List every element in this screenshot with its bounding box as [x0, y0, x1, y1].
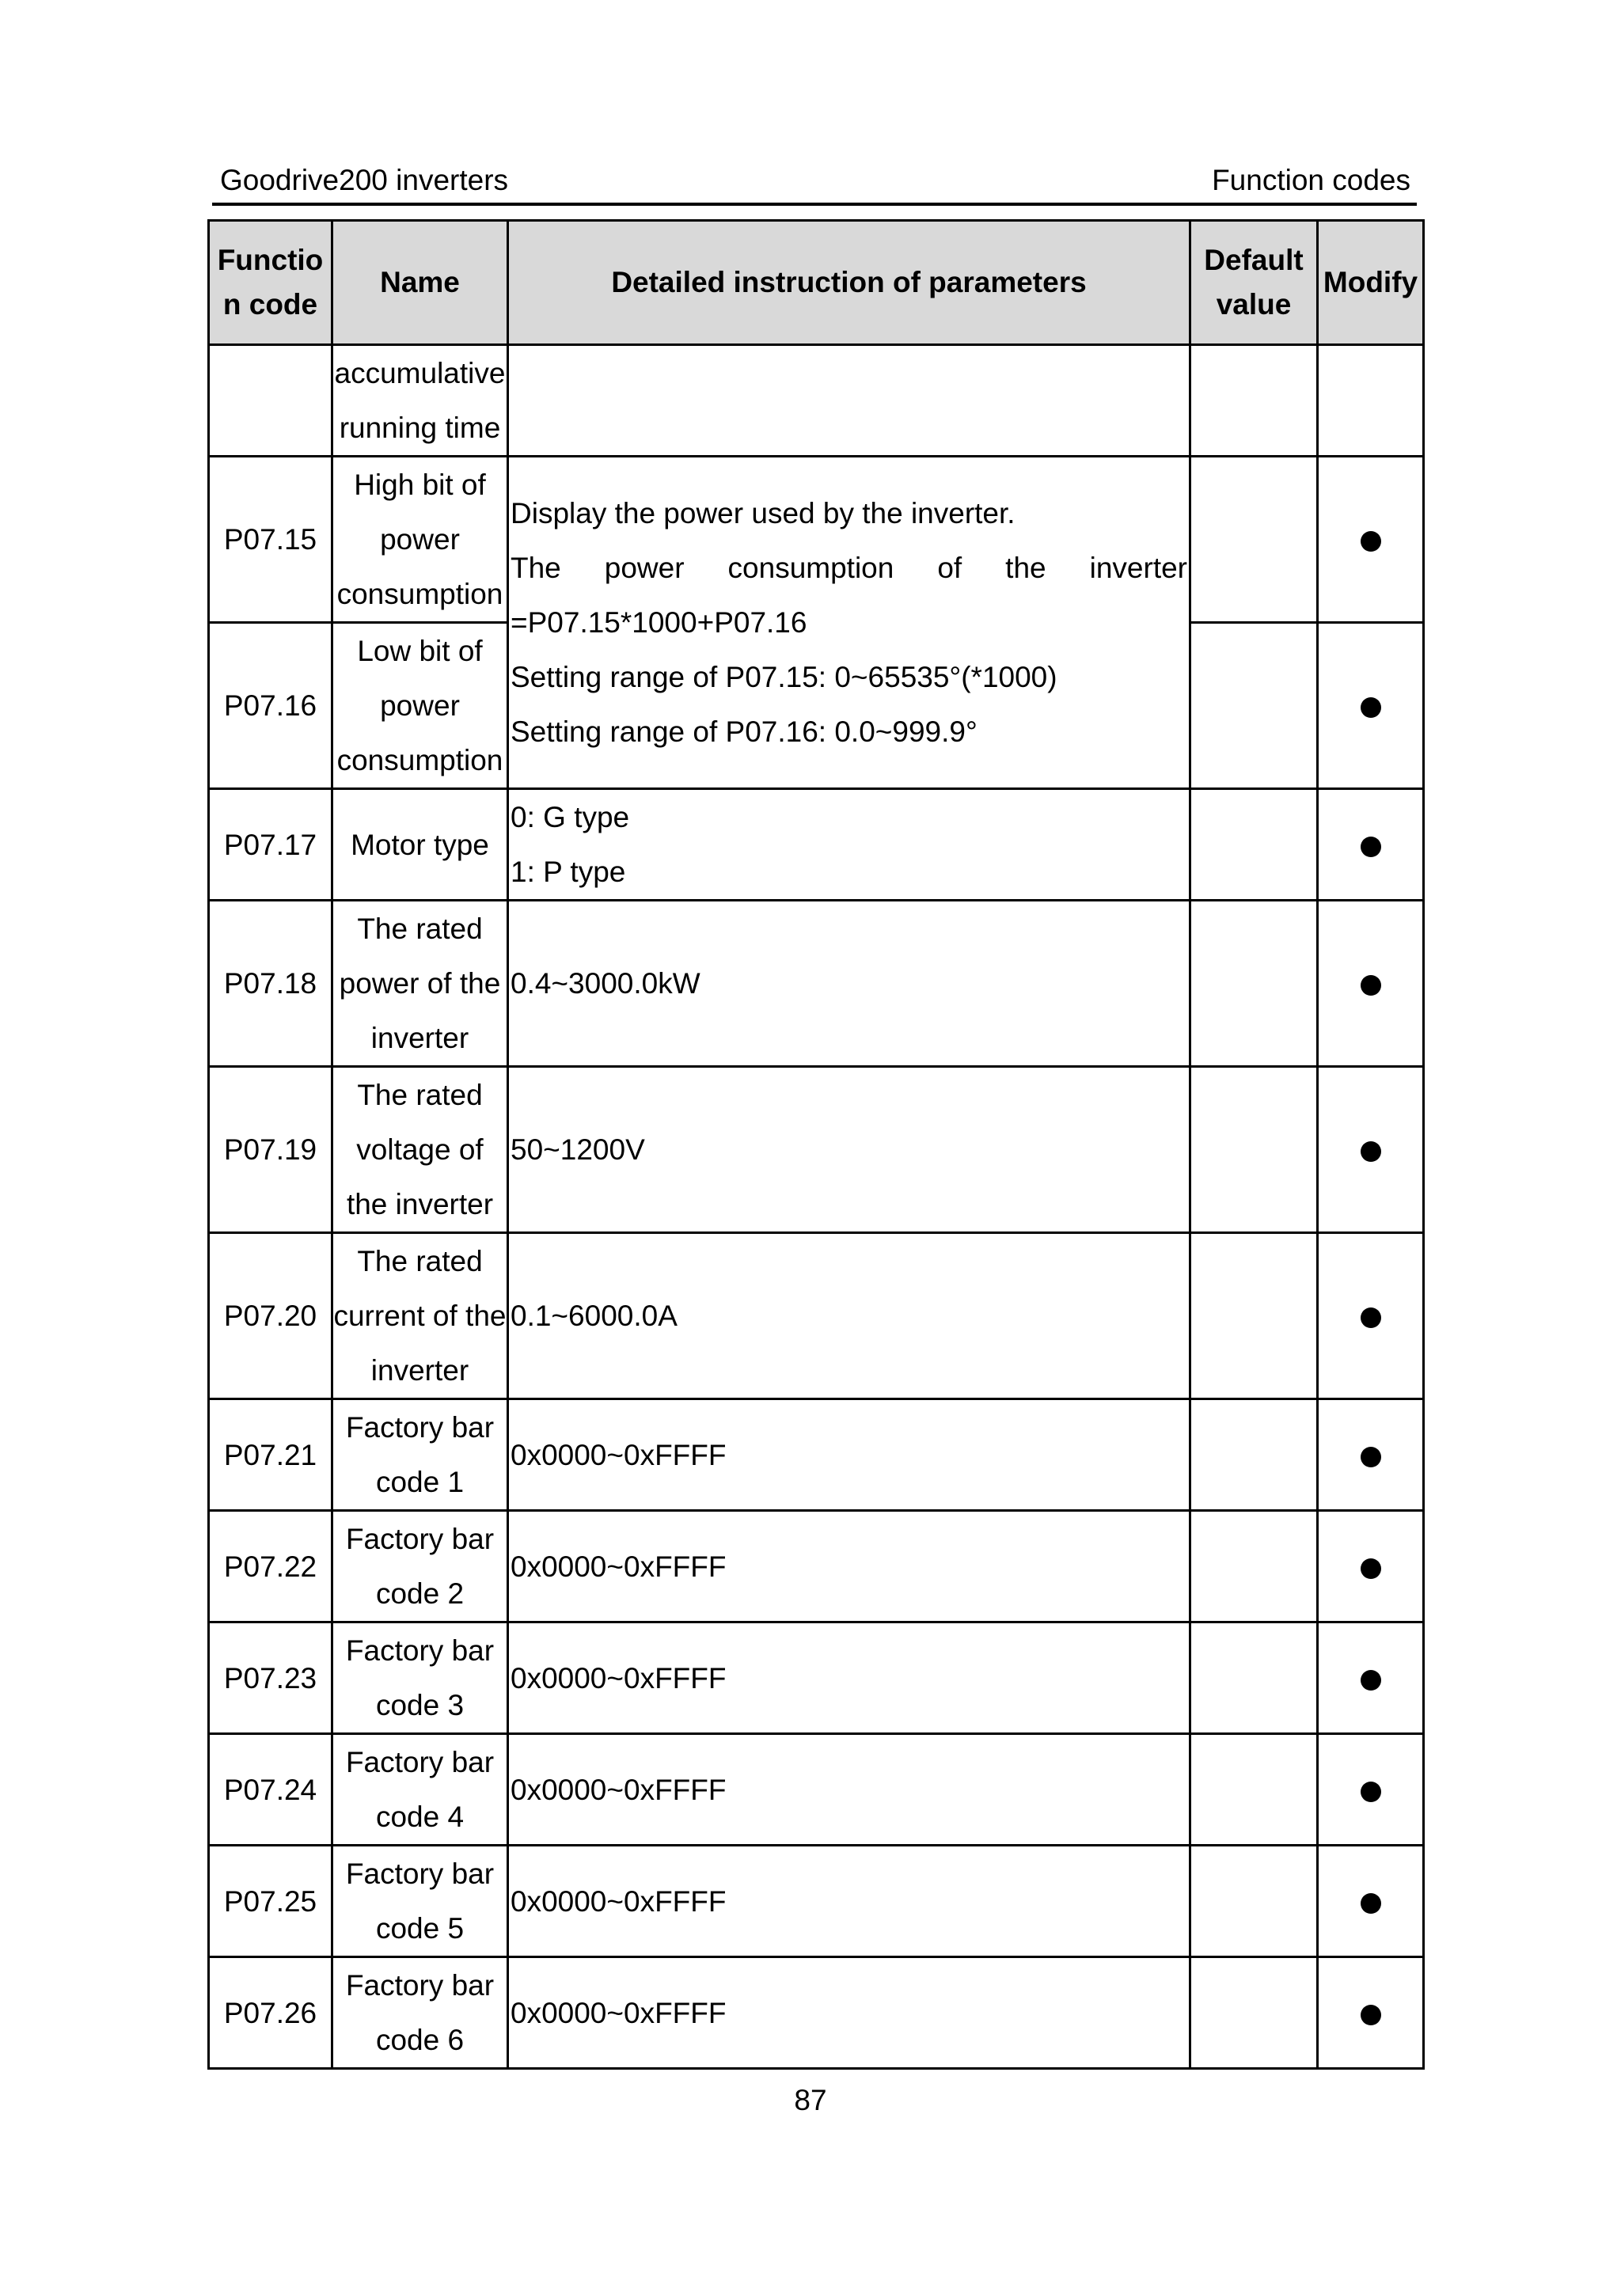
- default-value: [1190, 1846, 1318, 1957]
- modify-flag: [1318, 623, 1424, 789]
- modify-dot-icon: [1361, 1782, 1381, 1802]
- parameter-description: 0x0000~0xFFFF: [508, 1734, 1190, 1846]
- modify-dot-icon: [1361, 1141, 1381, 1162]
- modify-flag: [1318, 789, 1424, 901]
- col-header-name: Name: [332, 221, 508, 345]
- default-value: [1190, 1734, 1318, 1846]
- function-code: P07.22: [209, 1511, 332, 1622]
- desc-line: 1: P type: [511, 856, 626, 888]
- default-value: [1190, 1067, 1318, 1233]
- header-rule: [212, 203, 1417, 206]
- parameter-description: 0.1~6000.0A: [508, 1233, 1190, 1399]
- parameter-name: Factory bar code 6: [332, 1957, 508, 2069]
- modify-dot-icon: [1361, 975, 1381, 996]
- table-row: [209, 345, 1424, 457]
- function-code: P07.21: [209, 1399, 332, 1511]
- modify-flag: [1318, 457, 1424, 623]
- modify-flag: [1318, 1622, 1424, 1734]
- parameter-name: High bit of power consumption: [332, 457, 508, 623]
- table-row: [209, 1233, 1424, 1399]
- function-code: P07.19: [209, 1067, 332, 1233]
- table-row: [209, 789, 1424, 901]
- function-code: [209, 345, 332, 457]
- modify-flag: [1318, 1734, 1424, 1846]
- function-code: P07.26: [209, 1957, 332, 2069]
- modify-dot-icon: [1361, 1893, 1381, 1914]
- modify-flag: [1318, 1846, 1424, 1957]
- parameter-name: The rated power of the inverter: [332, 901, 508, 1067]
- desc-line: Setting range of P07.16: 0.0~999.9°: [511, 715, 978, 748]
- parameter-description: 0x0000~0xFFFF: [508, 1622, 1190, 1734]
- running-header-title: Goodrive200 inverters: [220, 164, 509, 196]
- function-code: P07.16: [209, 623, 332, 789]
- default-value: [1190, 623, 1318, 789]
- default-value: [1190, 1399, 1318, 1511]
- table-row: [209, 1399, 1424, 1511]
- default-value: [1190, 1233, 1318, 1399]
- default-value: [1190, 901, 1318, 1067]
- modify-flag: [1318, 1067, 1424, 1233]
- table-row: [209, 1622, 1424, 1734]
- default-value: [1190, 457, 1318, 623]
- parameter-name: Low bit of power consumption: [332, 623, 508, 789]
- table-row: [209, 1511, 1424, 1622]
- desc-line: Setting range of P07.15: 0~65535°(*1000): [511, 661, 1057, 693]
- modify-dot-icon: [1361, 837, 1381, 857]
- function-code: P07.20: [209, 1233, 332, 1399]
- modify-dot-icon: [1361, 697, 1381, 718]
- parameter-description: 0x0000~0xFFFF: [508, 1846, 1190, 1957]
- function-code: P07.15: [209, 457, 332, 623]
- modify-flag: [1318, 901, 1424, 1067]
- modify-flag: [1318, 1957, 1424, 2069]
- desc-line: 0: G type: [511, 801, 630, 833]
- parameter-name: accumulative running time: [332, 345, 508, 457]
- modify-dot-icon: [1361, 2005, 1381, 2025]
- col-header-default: Default value: [1190, 221, 1318, 345]
- parameter-description: 0x0000~0xFFFF: [508, 1399, 1190, 1511]
- table-row: [209, 901, 1424, 1067]
- modify-dot-icon: [1361, 1670, 1381, 1691]
- table-row: [209, 1734, 1424, 1846]
- page-number: 87: [794, 2084, 827, 2116]
- parameter-name: Factory bar code 4: [332, 1734, 508, 1846]
- modify-dot-icon: [1361, 1447, 1381, 1467]
- table-row: [209, 1067, 1424, 1233]
- default-value: [1190, 789, 1318, 901]
- parameter-description: 0x0000~0xFFFF: [508, 1511, 1190, 1622]
- default-value: [1190, 1957, 1318, 2069]
- col-header-code: Functio n code: [209, 221, 332, 345]
- parameter-name: Motor type: [332, 789, 508, 901]
- table-header-row: [209, 221, 1424, 345]
- running-header-section: Function codes: [1212, 164, 1410, 196]
- modify-dot-icon: [1361, 1558, 1381, 1579]
- table-row: [209, 1846, 1424, 1957]
- parameter-description: [508, 457, 1190, 789]
- parameter-name: Factory bar code 3: [332, 1622, 508, 1734]
- desc-line: Display the power used by the inverter.: [511, 497, 1015, 529]
- function-code: P07.18: [209, 901, 332, 1067]
- function-code-table: [207, 219, 1425, 2070]
- parameter-name: The rated voltage of the inverter: [332, 1067, 508, 1233]
- default-value: [1190, 1622, 1318, 1734]
- parameter-description: 0.4~3000.0kW: [508, 901, 1190, 1067]
- modify-dot-icon: [1361, 1307, 1381, 1328]
- default-value: [1190, 1511, 1318, 1622]
- modify-dot-icon: [1361, 531, 1381, 552]
- modify-flag: [1318, 1233, 1424, 1399]
- col-header-modify: Modify: [1318, 221, 1424, 345]
- parameter-description: [508, 789, 1190, 901]
- parameter-name: The rated current of the inverter: [332, 1233, 508, 1399]
- function-code: P07.25: [209, 1846, 332, 1957]
- function-code: P07.24: [209, 1734, 332, 1846]
- col-header-desc: Detailed instruction of parameters: [508, 221, 1190, 345]
- function-code: P07.23: [209, 1622, 332, 1734]
- modify-flag: [1318, 1399, 1424, 1511]
- modify-flag: [1318, 345, 1424, 457]
- parameter-description: [508, 345, 1190, 457]
- parameter-description: 0x0000~0xFFFF: [508, 1957, 1190, 2069]
- parameter-name: Factory bar code 2: [332, 1511, 508, 1622]
- parameter-name: Factory bar code 5: [332, 1846, 508, 1957]
- table-row: [209, 1957, 1424, 2069]
- desc-line: =P07.15*1000+P07.16: [511, 606, 807, 639]
- parameter-description: 50~1200V: [508, 1067, 1190, 1233]
- desc-line: The power consumption of the inverter: [511, 552, 1187, 584]
- parameter-name: Factory bar code 1: [332, 1399, 508, 1511]
- function-code: P07.17: [209, 789, 332, 901]
- table-row: [209, 457, 1424, 623]
- default-value: [1190, 345, 1318, 457]
- modify-flag: [1318, 1511, 1424, 1622]
